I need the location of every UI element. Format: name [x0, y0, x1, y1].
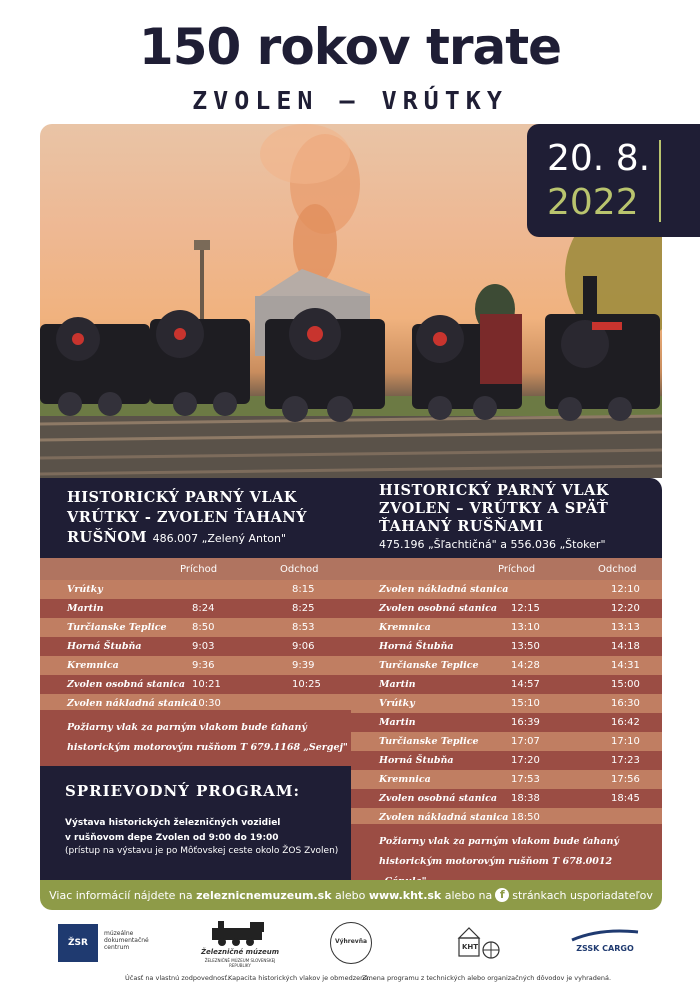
station-name: Martin: [67, 603, 104, 614]
link-zeleznicnemuzeum[interactable]: zeleznicnemuzeum.sk: [196, 888, 332, 902]
left-col-arrival: Príchod: [180, 563, 218, 575]
arrival-time: 8:24: [192, 603, 215, 614]
arrival-time: 10:21: [192, 679, 221, 690]
info-bar: Viac informácií nájdete na zeleznicnemuzeum.sk alebo www.kht.sk alebo na f stránkach usporiadateľov: [40, 880, 662, 910]
departure-time: 9:06: [292, 641, 315, 652]
departure-time: 13:13: [611, 622, 640, 633]
arrival-time: 8:50: [192, 622, 215, 633]
departure-time: 16:30: [611, 698, 640, 709]
footer-note-1: Účasť na vlastnú zodpovednosť.: [125, 974, 230, 982]
timetable-row: [40, 637, 351, 656]
timetable-row: [351, 789, 662, 808]
timetable-row: [40, 675, 351, 694]
station-name: Turčianske Teplice: [379, 660, 479, 671]
left-train-header: [40, 478, 351, 558]
zsr-logo: ŽSR: [58, 924, 98, 962]
arrival-time: 18:50: [511, 812, 540, 823]
departure-time: 10:25: [292, 679, 321, 690]
right-timetable-header: [351, 558, 662, 580]
timetable-row: [351, 713, 662, 732]
departure-time: 16:42: [611, 717, 640, 728]
footer-note-2: Kapacita historických vlakov je obmedzená.: [228, 974, 371, 982]
station-name: Zvolen nákladná stanica: [67, 698, 197, 709]
arrival-time: 14:57: [511, 679, 540, 690]
program-heading: SPRIEVODNÝ PROGRAM:: [65, 782, 300, 800]
left-fire-train-note: Požiarny vlak za parným vlakom bude ťahaný historickým motorovým rušňom T 679.1168 „Sergej": [40, 710, 351, 766]
station-name: Zvolen osobná stanica: [379, 603, 498, 614]
station-name: Kremnica: [379, 774, 431, 785]
departure-time: 12:20: [611, 603, 640, 614]
steam-locomotive-icon: [200, 918, 280, 948]
station-name: Kremnica: [379, 622, 431, 633]
right-train-title: HISTORICKÝ PARNÝ VLAK ZVOLEN – VRÚTKY A SPÄŤ ŤAHANÝ RUŠŇAMI 475.196 „Šľachtičná" a 556.036 „Štoker": [379, 482, 609, 554]
station-name: Turčianske Teplice: [67, 622, 167, 633]
accompanying-program: [40, 766, 351, 880]
timetable-row: [351, 732, 662, 751]
station-name: Martin: [379, 717, 416, 728]
station-name: Zvolen osobná stanica: [67, 679, 186, 690]
right-col-departure: Odchod: [598, 563, 637, 575]
page-subtitle: ZVOLEN – VRÚTKY: [192, 86, 508, 115]
partner-logos: [40, 918, 662, 968]
left-timetable-header: [40, 558, 351, 580]
timetable-row: [40, 656, 351, 675]
page-title: 150 rokov trate: [138, 18, 562, 76]
timetable-row: [40, 599, 351, 618]
station-name: Zvolen osobná stanica: [379, 793, 498, 804]
date-divider: [659, 140, 661, 222]
arrival-time: 9:36: [192, 660, 215, 671]
right-locomotive-name: 475.196 „Šľachtičná" a 556.036 „Štoker": [379, 538, 606, 551]
right-col-arrival: Príchod: [498, 563, 536, 575]
arrival-time: 16:39: [511, 717, 540, 728]
departure-time: 14:18: [611, 641, 640, 652]
arrival-time: 13:50: [511, 641, 540, 652]
timetable-row: [351, 751, 662, 770]
arrival-time: 9:03: [192, 641, 215, 652]
station-name: Horná Štubňa: [379, 755, 454, 766]
departure-time: 9:39: [292, 660, 315, 671]
right-timetable: [351, 558, 662, 827]
timetable-row: [351, 770, 662, 789]
station-name: Horná Štubňa: [379, 641, 454, 652]
station-name: Kremnica: [67, 660, 119, 671]
arrival-time: 18:38: [511, 793, 540, 804]
timetable-row: [351, 637, 662, 656]
kht-logo: KHT: [455, 922, 503, 970]
arrival-time: 10:30: [192, 698, 221, 709]
timetable-row: [351, 694, 662, 713]
zsr-logo-subtitle: múzeálne dokumentačné centrum: [104, 930, 149, 951]
departure-time: 8:25: [292, 603, 315, 614]
departure-time: 18:45: [611, 793, 640, 804]
left-col-departure: Odchod: [280, 563, 319, 575]
vyhrevna-logo: Výhrevňa: [330, 922, 372, 964]
departure-time: 17:10: [611, 736, 640, 747]
arrival-time: 17:07: [511, 736, 540, 747]
timetable-row: [351, 656, 662, 675]
station-name: Turčianske Teplice: [379, 736, 479, 747]
arrival-time: 17:53: [511, 774, 540, 785]
departure-time: 14:31: [611, 660, 640, 671]
departure-time: 8:15: [292, 584, 315, 595]
departure-time: 8:53: [292, 622, 315, 633]
timetable-row: [40, 580, 351, 599]
timetable-row: [351, 599, 662, 618]
cargo-swoosh-icon: [570, 928, 640, 944]
event-date-year: 2022: [547, 182, 639, 223]
facebook-icon[interactable]: f: [495, 888, 509, 902]
departure-time: 17:56: [611, 774, 640, 785]
program-access: (prístup na výstavu je po Môťovskej ceste okolo ŽOS Zvolen): [65, 846, 339, 856]
station-name: Vrútky: [379, 698, 415, 709]
zssk-cargo-logo: ZSSK CARGO: [570, 928, 640, 976]
departure-time: 17:23: [611, 755, 640, 766]
station-name: Martin: [379, 679, 416, 690]
timetable-row: [351, 675, 662, 694]
station-name: Zvolen nákladná stanica: [379, 812, 509, 823]
footer-note-3: Zmena programu z technických alebo organizačných dôvodov je vyhradená.: [362, 974, 612, 982]
right-fire-train-note: Požiarny vlak za parným vlakom bude ťahaný historickým motorovým rušňom T 678.0012: [351, 824, 662, 880]
timetable-row: [351, 618, 662, 637]
left-train-title: HISTORICKÝ PARNÝ VLAK VRÚTKY - ZVOLEN ŤAHANÝ RUŠŇOM 486.007 „Zelený Anton": [67, 489, 307, 546]
link-kht[interactable]: www.kht.sk: [368, 888, 442, 902]
arrival-time: 14:28: [511, 660, 540, 671]
left-locomotive-name: 486.007 „Zelený Anton": [152, 532, 287, 545]
right-train-header: [351, 478, 662, 558]
timetable-row: [351, 580, 662, 599]
arrival-time: 13:10: [511, 622, 540, 633]
program-exhibition: Výstava historických železničných vozidiel v rušňovom depe Zvolen od 9:00 do 19:00: [65, 818, 281, 843]
departure-time: 15:00: [611, 679, 640, 690]
arrival-time: 12:15: [511, 603, 540, 614]
departure-time: 12:10: [611, 584, 640, 595]
timetable-row: [40, 618, 351, 637]
left-timetable: [40, 558, 351, 713]
station-name: Horná Štubňa: [67, 641, 142, 652]
arrival-time: 15:10: [511, 698, 540, 709]
event-date-box: [527, 124, 700, 237]
railway-museum-logo: Železničné múzeum ŽELEZNIČNÉ MÚZEUM SLOVENSKEJ REPUBLIKY: [200, 918, 280, 966]
kht-wheel-icon: [455, 922, 503, 962]
arrival-time: 17:20: [511, 755, 540, 766]
event-date-day: 20. 8.: [547, 138, 651, 179]
station-name: Vrútky: [67, 584, 103, 595]
station-name: Zvolen nákladná stanica: [379, 584, 509, 595]
